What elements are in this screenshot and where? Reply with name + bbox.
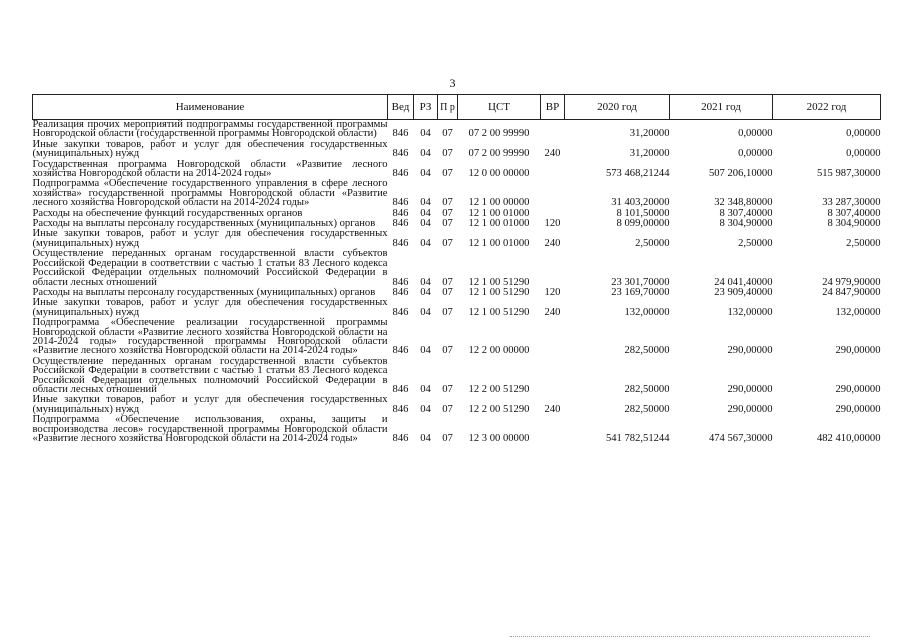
cell-2020: 8 101,50000	[616, 207, 670, 219]
cell-cst: 12 1 00 51290	[468, 276, 530, 288]
cell-pr: 07	[442, 237, 453, 249]
cell-rz: 04	[420, 286, 431, 298]
cell-2022: 290,00000	[835, 345, 881, 357]
header-name: Наименование	[33, 95, 388, 120]
cell-name: Расходы на обеспечение функций государственных органов	[32, 207, 303, 219]
header-2021: 2021 год	[670, 95, 773, 120]
cell-ved: 846	[392, 433, 409, 444]
cell-2021: 23 909,40000	[714, 286, 773, 298]
cell-rz: 04	[420, 383, 431, 395]
cell-2020: 282,50000	[624, 403, 670, 415]
cell-rz: 04	[420, 197, 431, 209]
cell-2020: 282,50000	[624, 383, 670, 395]
cell-ved: 846	[392, 286, 409, 298]
cell-name: Подпрограмма «Обеспечение реализации государственной программы Новгородской области «Развитие лесного хозяйства Новгородской области на 2014-2024 годы» государственной программы Новгородской области «Развитие лесного хозяйства Новгородской области на 2014-2024 годы»	[32, 317, 388, 357]
table-row	[33, 120, 881, 140]
cell-pr: 07	[442, 345, 453, 357]
cell-2021: 0,00000	[738, 128, 773, 140]
cell-rz: 04	[420, 128, 431, 140]
cell-vr	[541, 415, 565, 444]
cell-ved: 846	[392, 197, 409, 209]
table-body	[33, 120, 881, 445]
cell-2020: 541 782,51244	[605, 433, 670, 444]
table-row	[33, 318, 881, 357]
cell-2022: 24 847,90000	[822, 286, 881, 298]
header-vr: ВР	[541, 95, 565, 120]
cell-cst: 12 1 00 00000	[468, 197, 530, 209]
cell-ved: 846	[392, 383, 409, 395]
cell-ved: 846	[392, 276, 409, 288]
table-row	[33, 160, 881, 180]
cell-2022: 8 307,40000	[827, 207, 881, 219]
table-header-row	[33, 95, 881, 120]
cell-cst: 12 1 00 51290	[468, 306, 530, 318]
cell-pr: 07	[442, 128, 453, 140]
cell-2020: 31,20000	[629, 128, 670, 140]
cell-rz: 04	[420, 207, 431, 219]
cell-2020: 8 099,00000	[616, 218, 670, 230]
cell-cst: 07 2 00 99990	[468, 128, 530, 140]
cell-2021: 474 567,30000	[708, 433, 773, 444]
cell-rz: 04	[420, 168, 431, 180]
header-rz: РЗ	[414, 95, 438, 120]
cell-2022: 0,00000	[846, 148, 881, 160]
cell-vr	[541, 179, 565, 208]
cell-name: Государственная программа Новгородской области «Развитие лесного хозяйства Новгородской области на 2014-2024 годы»	[32, 158, 388, 180]
cell-name: Осуществление переданных органам государственной власти субъектов Российской Федерации в соответствии с частью 1 статьи 83 Лесного кодекса Российской Федерации отдельных полномочий Российской Федерации в области лесных отношений	[32, 355, 388, 395]
cell-2022: 290,00000	[835, 403, 881, 415]
cell-cst: 12 1 00 01000	[468, 218, 530, 230]
cell-vr: 240	[544, 148, 561, 160]
cell-2021: 290,00000	[727, 383, 773, 395]
cell-2021: 32 348,80000	[714, 197, 773, 209]
cell-cst: 12 3 00 00000	[468, 433, 530, 444]
cell-rz: 04	[420, 306, 431, 318]
cell-vr	[541, 249, 565, 288]
cell-vr: 120	[544, 218, 561, 230]
cell-2020: 23 301,70000	[611, 276, 670, 288]
cell-2021: 24 041,40000	[714, 276, 773, 288]
cell-2020: 31,20000	[629, 148, 670, 160]
table-row	[33, 140, 881, 160]
cell-vr	[541, 357, 565, 396]
cell-pr: 07	[442, 207, 453, 219]
table-row	[33, 415, 881, 444]
cell-name: Подпрограмма «Обеспечение государственного управления в сфере лесного хозяйства» государственной программы Новгородской области «Развитие лесного хозяйства Новгородской области на 2014-2024 годы»	[32, 178, 388, 209]
cell-rz: 04	[420, 276, 431, 288]
cell-2022: 515 987,30000	[816, 168, 881, 180]
cell-pr: 07	[442, 433, 453, 444]
cell-2022: 132,00000	[835, 306, 881, 318]
cell-rz: 04	[420, 433, 431, 444]
page-number: 3	[449, 76, 456, 90]
cell-ved: 846	[392, 218, 409, 230]
cell-2021: 0,00000	[738, 148, 773, 160]
cell-ved: 846	[392, 306, 409, 318]
cell-pr: 07	[442, 197, 453, 209]
cell-cst: 12 1 00 01000	[468, 207, 530, 219]
cell-2021: 290,00000	[727, 345, 773, 357]
cell-name: Подпрограмма «Обеспечение использования, охраны, защиты и воспроизводства лесов» государственной программы Новгородской области «Развитие лесного хозяйства Новгородской области на 2014-2024 годы»	[32, 414, 388, 444]
cell-rz: 04	[420, 403, 431, 415]
table-row	[33, 395, 881, 415]
budget-table	[32, 94, 881, 444]
cell-2020: 23 169,70000	[611, 286, 670, 298]
cell-ved: 846	[392, 345, 409, 357]
cell-2022: 33 287,30000	[822, 197, 881, 209]
cell-rz: 04	[420, 148, 431, 160]
cell-name: Осуществление переданных органам государственной власти субъектов Российской Федерации в соответствии с частью 1 статьи 83 Лесного кодекса Российской Федерации отдельных полномочий Российской Федерации в области лесных отношений	[32, 248, 388, 288]
cell-2020: 31 403,20000	[611, 197, 670, 209]
scan-artifact-line	[510, 636, 870, 638]
cell-2022: 24 979,90000	[822, 276, 881, 288]
header-2022: 2022 год	[773, 95, 881, 120]
cell-vr	[541, 318, 565, 357]
cell-cst: 07 2 00 99990	[468, 148, 530, 160]
cell-2022: 482 410,00000	[816, 433, 881, 444]
cell-2021: 507 206,10000	[708, 168, 773, 180]
header-ved: Вед	[388, 95, 414, 120]
cell-pr: 07	[442, 306, 453, 318]
cell-pr: 07	[442, 218, 453, 230]
cell-rz: 04	[420, 345, 431, 357]
cell-2022: 8 304,90000	[827, 218, 881, 230]
cell-ved: 846	[392, 237, 409, 249]
cell-2020: 132,00000	[624, 306, 670, 318]
cell-2020: 2,50000	[635, 237, 670, 249]
cell-ved: 846	[392, 403, 409, 415]
cell-2022: 0,00000	[846, 128, 881, 140]
cell-vr	[541, 160, 565, 180]
cell-name: Реализация прочих мероприятий подпрограммы государственной программы Новгородской области (государственной программы Новгородской области)	[32, 119, 388, 140]
cell-rz: 04	[420, 218, 431, 230]
cell-name: Иные закупки товаров, работ и услуг для обеспечения государственных (муниципальных) нужд	[32, 138, 388, 160]
header-2020: 2020 год	[565, 95, 670, 120]
cell-rz: 04	[420, 237, 431, 249]
cell-pr: 07	[442, 168, 453, 180]
header-pr: П р	[438, 95, 458, 120]
cell-vr: 240	[544, 403, 561, 415]
cell-2021: 8 307,40000	[719, 207, 773, 219]
cell-vr: 120	[544, 286, 561, 298]
cell-cst: 12 1 00 01000	[468, 237, 530, 249]
cell-pr: 07	[442, 383, 453, 395]
table-row	[33, 179, 881, 208]
cell-name: Расходы на выплаты персоналу государственных (муниципальных) органов	[32, 286, 376, 298]
cell-2021: 290,00000	[727, 403, 773, 415]
cell-ved: 846	[392, 207, 409, 219]
cell-name: Иные закупки товаров, работ и услуг для обеспечения государственных (муниципальных) нужд	[32, 297, 388, 318]
table-row	[33, 229, 881, 249]
cell-ved: 846	[392, 148, 409, 160]
table-row	[33, 249, 881, 288]
cell-cst: 12 0 00 00000	[468, 168, 530, 180]
cell-cst: 12 2 00 51290	[468, 403, 530, 415]
cell-2020: 573 468,21244	[605, 168, 670, 180]
cell-pr: 07	[442, 403, 453, 415]
cell-pr: 07	[442, 148, 453, 160]
cell-2022: 290,00000	[835, 383, 881, 395]
cell-2021: 2,50000	[738, 237, 773, 249]
cell-2020: 282,50000	[624, 345, 670, 357]
cell-2021: 8 304,90000	[719, 218, 773, 230]
cell-ved: 846	[392, 168, 409, 180]
header-cst: ЦСТ	[458, 95, 541, 120]
cell-pr: 07	[442, 276, 453, 288]
cell-name: Иные закупки товаров, работ и услуг для обеспечения государственных (муниципальных) нужд	[32, 394, 388, 415]
table-row	[33, 298, 881, 318]
cell-vr: 240	[544, 306, 561, 318]
cell-ved: 846	[392, 128, 409, 140]
cell-name: Расходы на выплаты персоналу государственных (муниципальных) органов	[32, 218, 376, 230]
cell-cst: 12 2 00 00000	[468, 345, 530, 357]
cell-vr: 240	[544, 237, 561, 249]
cell-vr	[541, 120, 565, 140]
cell-2021: 132,00000	[727, 306, 773, 318]
cell-cst: 12 2 00 51290	[468, 383, 530, 395]
cell-pr: 07	[442, 286, 453, 298]
cell-cst: 12 1 00 51290	[468, 286, 530, 298]
cell-2022: 2,50000	[846, 237, 881, 249]
cell-name: Иные закупки товаров, работ и услуг для обеспечения государственных (муниципальных) нужд	[32, 228, 388, 249]
table-row	[33, 357, 881, 396]
